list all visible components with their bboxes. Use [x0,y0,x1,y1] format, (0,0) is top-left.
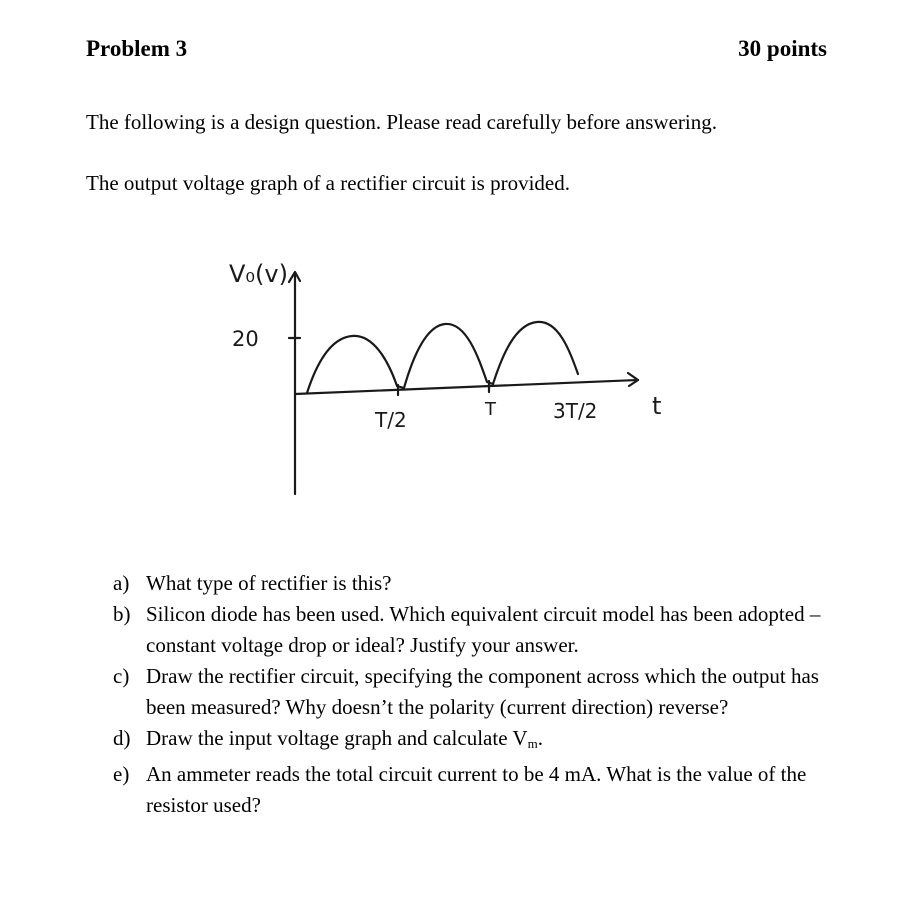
question-letter: a) [113,571,130,595]
waveform-hump-3 [493,322,578,384]
question-letter: c) [113,664,130,688]
question-item [113,723,833,759]
question-text: An ammeter reads the total circuit current to be 4 mA. What is the value of the resistor used? [146,762,807,817]
waveform-hump-1 [307,336,404,393]
question-text: Draw the rectifier circuit, specifying the component across which the output has been measured? Why doesn’t the polarity (current direction) reverse? [146,664,819,719]
x-axis [295,380,638,394]
question-item [113,759,833,821]
question-text: Silicon diode has been used. Which equivalent circuit model has been adopted – constant voltage drop or ideal? Justify your answer. [146,602,821,657]
question-item [113,599,833,661]
points-value: 30 points [738,36,827,61]
question-letter: d) [113,726,131,750]
x-tick-label-period: T [485,399,496,420]
graph-intro-paragraph: The output voltage graph of a rectifier circuit is provided. [86,171,570,195]
question-item [113,568,833,599]
question-text: Draw the input voltage graph and calculate V [146,726,528,750]
question-item [113,661,833,723]
question-letter: e) [113,762,130,786]
waveform-hump-2 [404,324,493,388]
x-tick-label-half-period: T/2 [375,408,407,432]
x-axis-label: t [652,392,662,420]
question-subscript: m [527,736,538,751]
y-axis-label: V₀(v) [229,260,288,288]
question-letter: b) [113,602,131,626]
x-tick-label-three-half-period: 3T/2 [553,399,598,423]
question-suffix: . [537,726,543,750]
y-tick-label-20: 20 [232,327,259,351]
problem-title: Problem 3 [86,36,188,61]
intro-paragraph: The following is a design question. Please read carefully before answering. [86,110,717,134]
question-text: What type of rectifier is this? [146,571,392,595]
question-list [113,568,833,821]
